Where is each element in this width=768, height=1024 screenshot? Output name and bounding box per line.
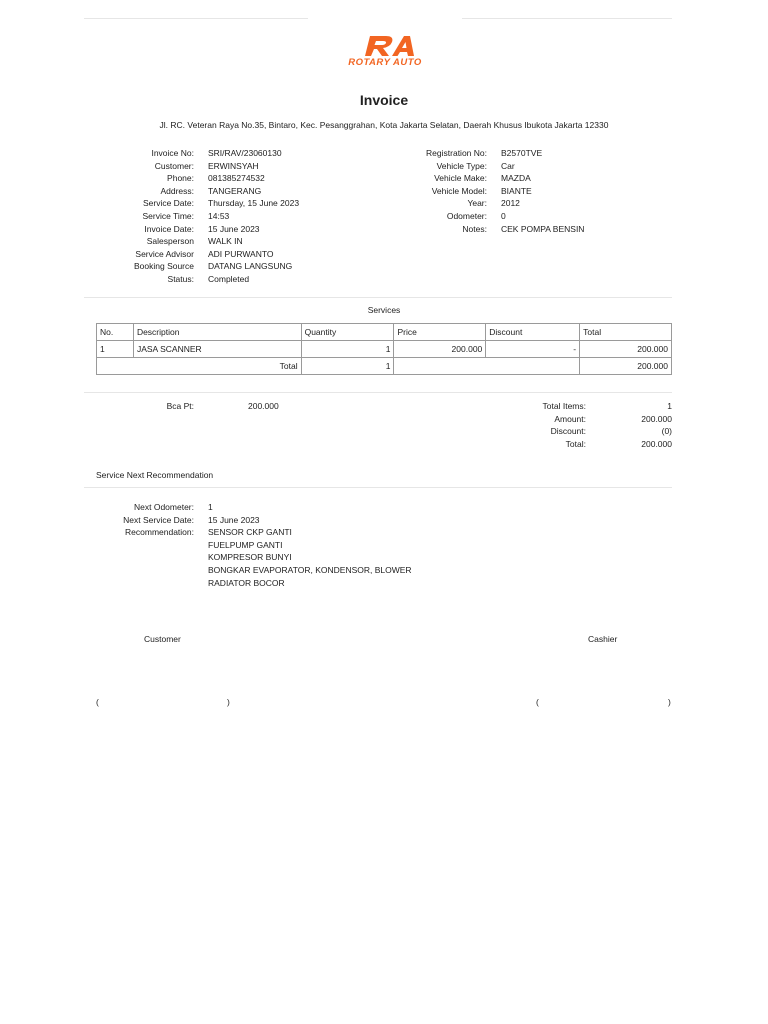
cell-quantity: 1 bbox=[301, 341, 394, 358]
summary-total: Total: 200.000 bbox=[565, 438, 672, 449]
detail-service-time: Service Time: 14:53 bbox=[142, 210, 230, 221]
cell-description: JASA SCANNER bbox=[133, 341, 301, 358]
summary-discount: Discount: (0) bbox=[550, 426, 672, 437]
detail-customer: Customer: ERWINSYAH bbox=[154, 160, 259, 171]
services-title: Services bbox=[367, 305, 401, 315]
col-price: Price bbox=[394, 324, 486, 341]
top-divider-right bbox=[462, 18, 672, 19]
detail-address: Address: TANGERANG bbox=[160, 185, 262, 196]
detail-invoice-no: Invoice No: SRI/RAV/23060130 bbox=[151, 148, 282, 158]
detail-service-advisor: Service Advisor ADI PURWANTO bbox=[135, 248, 274, 259]
col-total: Total bbox=[580, 324, 672, 341]
detail-odometer: Odometer: 0 bbox=[446, 210, 506, 221]
divider-payment bbox=[84, 392, 672, 393]
cashier-signature-close: ) bbox=[668, 697, 671, 707]
detail-vehicle-make: Vehicle Make: MAZDA bbox=[434, 173, 531, 184]
payment-value: 200.000 bbox=[248, 401, 279, 411]
cashier-signature-label: Cashier bbox=[588, 634, 618, 644]
recommendation-item: Recommendation: SENSOR CKP GANTI bbox=[125, 527, 292, 538]
detail-vehicle-type: Vehicle Type: Car bbox=[436, 160, 515, 171]
cell-price: 200.000 bbox=[394, 341, 486, 358]
total-quantity: 1 bbox=[301, 358, 394, 375]
detail-vehicle-model: Vehicle Model: BIANTE bbox=[431, 185, 532, 196]
cell-no: 1 bbox=[97, 341, 134, 358]
summary-total-items: Total Items: 1 bbox=[542, 401, 672, 411]
detail-service-date: Service Date: Thursday, 15 June 2023 bbox=[142, 198, 300, 209]
recommendation-item: KOMPRESOR BUNYI bbox=[208, 552, 292, 563]
detail-invoice-date: Invoice Date: 15 June 2023 bbox=[144, 223, 260, 234]
svg-text:ROTARY AUTO: ROTARY AUTO bbox=[348, 57, 422, 68]
cell-total: 200.000 bbox=[580, 341, 672, 358]
cell-discount: - bbox=[486, 341, 580, 358]
table-row bbox=[97, 341, 672, 358]
detail-phone: Phone: 081385274532 bbox=[167, 173, 265, 184]
page-title: Invoice bbox=[359, 92, 409, 108]
customer-signature-open: ( bbox=[96, 697, 99, 707]
services-table bbox=[96, 323, 672, 375]
detail-notes: Notes: CEK POMPA BENSIN bbox=[462, 223, 585, 234]
col-no: No. bbox=[97, 324, 134, 341]
summary-block bbox=[496, 400, 672, 450]
next-service-date: Next Service Date: 15 June 2023 bbox=[123, 514, 260, 525]
recommendation-item: BONGKAR EVAPORATOR, KONDENSOR, BLOWER bbox=[208, 564, 412, 575]
details-left bbox=[96, 147, 299, 286]
total-amount: 200.000 bbox=[580, 358, 672, 375]
detail-registration-no: Registration No: B2570TVE bbox=[426, 148, 543, 158]
recommendation-item: RADIATOR BOCOR bbox=[208, 577, 285, 588]
divider-services bbox=[84, 297, 672, 298]
details-right bbox=[390, 147, 584, 235]
col-quantity: Quantity bbox=[301, 324, 394, 341]
detail-salesperson: Salesperson WALK IN bbox=[146, 236, 243, 247]
company-address: Jl. RC. Veteran Raya No.35, Bintaro, Kec. Pesanggrahan, Kota Jakarta Selatan, Daerah Khusus Ibukota Jakarta 12330 bbox=[159, 120, 609, 130]
cashier-signature-open: ( bbox=[536, 697, 539, 707]
table-total-row bbox=[97, 358, 672, 375]
top-divider-left bbox=[84, 18, 308, 19]
total-blank bbox=[394, 358, 580, 375]
customer-signature-label: Customer bbox=[144, 634, 181, 644]
next-odometer: Next Odometer: 1 bbox=[134, 502, 213, 512]
table-header-row bbox=[97, 324, 672, 341]
total-label: Total bbox=[97, 358, 302, 375]
detail-status: Status: Completed bbox=[167, 273, 250, 284]
col-discount: Discount bbox=[486, 324, 580, 341]
payment-label: Bca Pt: bbox=[166, 401, 194, 411]
detail-booking-source: Booking Source DATANG LANGSUNG bbox=[133, 261, 293, 272]
customer-signature-close: ) bbox=[227, 697, 230, 707]
divider-recommendation bbox=[84, 487, 672, 488]
recommendation-block bbox=[96, 501, 412, 589]
recommendation-title: Service Next Recommendation bbox=[96, 470, 214, 480]
rotary-auto-logo bbox=[326, 34, 444, 68]
summary-amount: Amount: 200.000 bbox=[554, 413, 672, 424]
recommendation-item: FUELPUMP GANTI bbox=[208, 539, 283, 550]
detail-year: Year: 2012 bbox=[467, 198, 520, 209]
col-description: Description bbox=[133, 324, 301, 341]
